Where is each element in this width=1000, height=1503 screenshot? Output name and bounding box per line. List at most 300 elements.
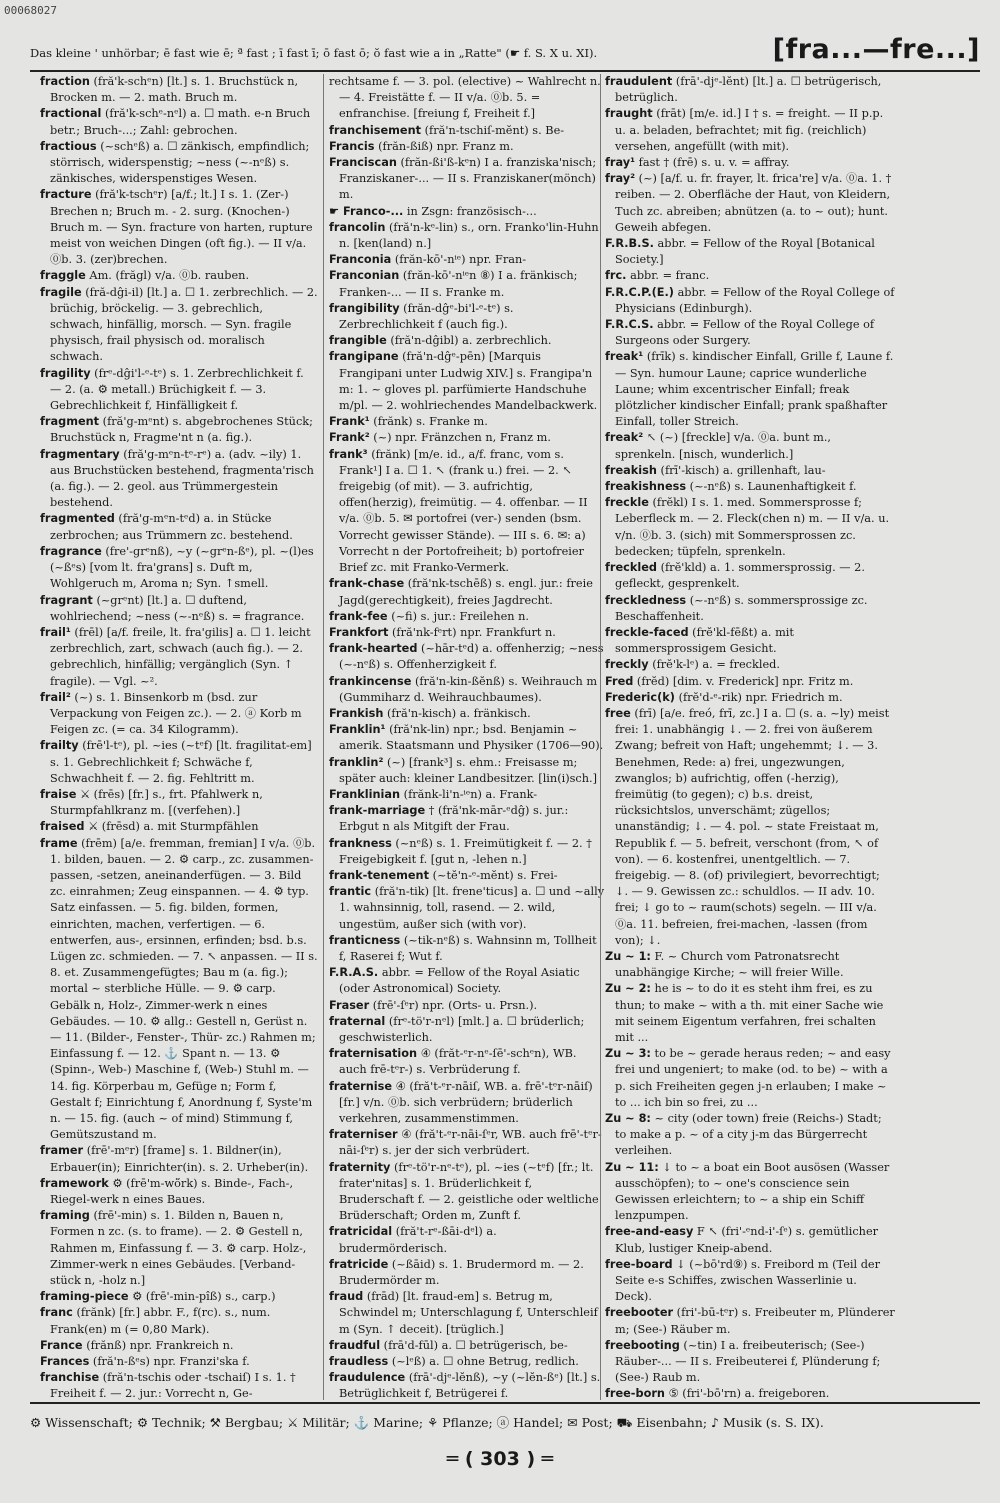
- headword: Frankfort: [329, 625, 389, 639]
- headword: frame: [40, 836, 78, 850]
- headword: fraggle: [40, 269, 86, 283]
- dictionary-entry: [40, 187, 318, 268]
- entry-definition: ⚔ (frēsd) a. mit Sturmpfählen: [88, 820, 259, 834]
- headword: fraternal: [329, 1014, 386, 1028]
- dictionary-entry: [329, 430, 607, 446]
- dictionary-entry: [40, 285, 318, 366]
- dictionary-entry: [329, 301, 607, 333]
- entry-definition: ~ city (oder town) freie (Reichs-) Stadt; to make a p. ~ of a city j-m das Bürgerrecht verleihen.: [615, 1112, 882, 1158]
- entry-definition: (frī'-kisch) a. grillenhaft, lau-: [660, 463, 826, 477]
- dictionary-entry: [605, 593, 895, 625]
- page-id: 00068027: [4, 4, 57, 17]
- entry-definition: (frē'-mᵉr) [frame] s. 1. Bildner(in), Erbauer(in); Einrichter(in). s. 2. Urheber(in).: [50, 1144, 309, 1174]
- headword: fraised: [40, 820, 85, 834]
- headword: frantic: [329, 885, 372, 899]
- entry-definition: (~nᵉß) s. 1. Freimütigkeit f. — 2. † Freigebigkeit f. [gut n, -lehen n.]: [339, 836, 592, 866]
- headword: freakish: [605, 463, 657, 477]
- headword: free-board: [605, 1257, 673, 1271]
- dictionary-entry: [329, 204, 607, 220]
- entry-definition: (fră'n-kᵉ-lin) s., orn. Franko'lin-Huhn n. [ken(land) n.]: [339, 220, 599, 251]
- dictionary-entry: [40, 1305, 318, 1337]
- dictionary-entry: [329, 609, 607, 625]
- page-header: [30, 34, 980, 68]
- entry-definition: (frᵉ-tö'r-nᵉ-tᵉ), pl. ~ies (~tᵉf) [fr.; lt. frater'nitas] s. 1. Brüderlichkeit f, Bruderschaft f. — 2. geistliche oder weltliche Brüderschaft; Orden m, Zunft f.: [339, 1160, 599, 1223]
- entry-definition: (frā'd-fūl) a. ☐ betrügerisch, be-: [383, 1338, 568, 1352]
- headword: Frank²: [329, 431, 370, 445]
- headword: Franklin¹: [329, 723, 386, 737]
- entry-definition: (frī) [a/e. freó, frī, zc.] I a. ☐ (s. a. ~ly) meist frei: 1. unabhängig ↓. — 2. frei von äußerem Zwang; befreit von Haft; ungehemmt; ↓. — 3. Benehmen, Rede: a) frei, ungezwungen, zwanglos; b) aufrichtig, offen (-herzig), freimütig (to gegen); c) b.s. dreist, rücksichtslos, unverschämt; zügellos; unanständig; ↓. — 4. pol. ~ state Freistaat m, Republik f. — 5. befreit, verschont (from, ↖ of von). — 6. kostenfrei, unentgeltlich. — 7. freigebig. — 8. (of) privilegiert, bevorrechtigt; ↓. — 9. Gewissen zc.: schuldlos. — II adv. 10. frei; ↓ go to ~ raum(schots) segeln. — III v/a. ⓪a. 11. befreien, frei-machen, -lassen (from von); ↓.: [615, 706, 890, 947]
- headword: fraught: [605, 107, 653, 121]
- entry-definition: (~-nᵉß) s. Launenhaftigkeit f.: [689, 480, 857, 494]
- entry-definition: (~hār-tᵉd) a. offenherzig; ~ness (~-nᵉß) s. Offenherzigkeit f.: [339, 642, 604, 672]
- dictionary-entry: [329, 123, 607, 139]
- dictionary-entry: [605, 560, 895, 592]
- dictionary-entry: [329, 1370, 607, 1400]
- headword: frank-tenement: [329, 868, 429, 882]
- dictionary-entry: [605, 479, 895, 495]
- headword: fraise: [40, 787, 77, 801]
- dictionary-entry: [329, 803, 607, 835]
- entry-definition: in Zsgn: französisch-...: [406, 204, 537, 218]
- entry-definition: (frĕ'k-lᵉ) a. = freckled.: [652, 658, 780, 672]
- dictionary-entry: [40, 1338, 318, 1354]
- dictionary-entry: [329, 1046, 607, 1078]
- dictionary-entry: [329, 755, 607, 787]
- entry-definition: (fră'k-schᵉ-nᵉl) a. ☐ math. e-n Bruch betr.; Bruch-...; Zahl: gebrochen.: [50, 107, 311, 137]
- entry-definition: ↓ (~bō'rd⑨) s. Freibord m (Teil der Seite e-s Schiffes, zwischen Wasserlinie u. Deck).: [615, 1257, 881, 1304]
- dictionary-entry: [40, 414, 318, 446]
- headword: frankness: [329, 836, 392, 850]
- dictionary-entry: [329, 965, 607, 997]
- headword: fraudless: [329, 1355, 389, 1369]
- headword: franticness: [329, 933, 401, 947]
- dictionary-entry: [605, 430, 895, 462]
- entry-definition: (~grᵉnt) [lt.] a. ☐ duftend, wohlriechend; ~ness (~-nᵉß) s. = fragrance.: [50, 593, 305, 623]
- entry-definition: (~fi) s. jur.: Freilehen n.: [391, 609, 530, 623]
- dictionary-entry: [40, 447, 318, 512]
- dictionary-entry: [329, 74, 607, 123]
- entry-definition: (~ßāid) s. 1. Brudermord m. — 2. Brudermörder m.: [339, 1257, 584, 1288]
- dictionary-entry: [329, 1354, 607, 1370]
- headword: fratricide: [329, 1257, 389, 1271]
- dictionary-entry: [40, 268, 318, 284]
- dictionary-entry: [329, 1289, 607, 1338]
- entry-definition: (fră'nk-lin) npr.; bsd. Benjamin ~ amerik. Staatsmann und Physiker (1706—90).: [339, 723, 604, 753]
- dictionary-entry: [329, 722, 607, 754]
- dictionary-entry: [605, 1257, 895, 1306]
- headword: F.R.B.S.: [605, 237, 654, 251]
- dictionary-entry: [329, 333, 607, 349]
- dictionary-entry: [605, 1305, 895, 1337]
- headword: franchise: [40, 1371, 100, 1385]
- headword: frank-chase: [329, 577, 405, 591]
- headword: Zu ~ 11:: [605, 1160, 659, 1174]
- entry-definition: (fră'n-kin-ßĕnß) s. Weihrauch m (Gummiharz d. Weihrauchbaumes).: [339, 674, 598, 704]
- entry-definition: (fră'nk-fᵉrt) npr. Frankfurt n.: [392, 625, 556, 639]
- headword: Franconia: [329, 253, 392, 267]
- entry-definition: (fră'g-mᵉn-tᵉd) a. in Stücke zerbrochen; aus Trümmern zc. bestehend.: [50, 512, 293, 542]
- headword: free-and-easy: [605, 1225, 694, 1239]
- headword: framework: [40, 1176, 109, 1190]
- entry-definition: he is ~ to do it es steht ihm frei, es zu thun; to make ~ with a th. mit einer Sache wie mit seinem Eigentum verfahren, frei schalten mit ...: [615, 982, 884, 1044]
- entry-definition: ④ (fră't-ᵉr-nāiſ, WB. a. frē'-tᵉr-nāiſ) [fr.] v/n. ⓪b. sich verbrüdern; brüderlich verkehren, zusammenstimmen.: [339, 1079, 593, 1125]
- headword: franklin²: [329, 755, 384, 769]
- dictionary-entry: [40, 74, 318, 106]
- entry-definition: (frănk) [fr.] abbr. F., f(rc). s., num. Frank(en) m (= 0,80 Mark).: [50, 1306, 271, 1336]
- entry-definition: (fră'n-dĝᵉ-pēn) [Marquis Frangipani unter Ludwig XIV.] s. Frangipa'n m: 1. ~ gloves pl. parfümierte Handschuhe m/pl. — 2. wohlriechendes Mandelbackwerk.: [339, 350, 598, 413]
- headword: Francis: [329, 139, 375, 153]
- dictionary-entry: [329, 576, 607, 608]
- dictionary-entry: [40, 1370, 318, 1400]
- dictionary-entry: [329, 1079, 607, 1128]
- column-1: [40, 74, 318, 1400]
- dictionary-entry: [605, 171, 895, 236]
- entry-definition: (frēl) [a/f. freile, lt. fra'gilis] a. ☐ 1. leicht zerbrechlich, zart, schwach (auch fig.). — 2. gebrechlich, hinfällig; vergänglich (Syn. ↑ fragile). — Vgl. ~².: [50, 625, 311, 688]
- headword: frank-hearted: [329, 642, 418, 656]
- dictionary-entry: [329, 1014, 607, 1046]
- headword: Zu ~ 1:: [605, 949, 651, 963]
- headword: frank-marriage: [329, 804, 426, 818]
- dictionary-entry: [605, 625, 895, 657]
- headword: franchisement: [329, 123, 422, 137]
- headword: freckled: [605, 561, 657, 575]
- dictionary-entry: [605, 1224, 895, 1256]
- entry-definition: (~) npr. Fränzchen n, Franz m.: [373, 431, 551, 445]
- dictionary-entry: [329, 1224, 607, 1256]
- headword: Frankish: [329, 706, 384, 720]
- headword: frangipane: [329, 350, 399, 364]
- dictionary-entry: [605, 1386, 895, 1400]
- dictionary-entry: [329, 625, 607, 641]
- entry-definition: (fră-dĝi-il) [lt.] a. ☐ 1. zerbrechlich. — 2. brüchig, bröckelig. — 3. gebrechlich, schwach, hinfällig, morsch. — Syn. fragile physisch, frail physisch od. moralisch schwach.: [50, 285, 318, 364]
- dictionary-entry: [329, 414, 607, 430]
- dictionary-entry: [40, 106, 318, 138]
- entry-definition: (frīk) s. kindischer Einfall, Grille f, Laune f. — Syn. humour Laune; caprice wunderliche Laune; whim excentrischer Einfall; freak plötzlicher kindischer Einfall; prank spaßhafter Einfall, toller Streich.: [615, 350, 894, 429]
- dictionary-entry: [329, 998, 607, 1014]
- headword: fractional: [40, 107, 102, 121]
- headword: free: [605, 706, 631, 720]
- headword: freckle-faced: [605, 625, 689, 639]
- dictionary-entry: [40, 1289, 318, 1305]
- entry-definition: ⚔ (frēs) [fr.] s., frt. Pfahlwerk n, Sturmpfahlkranz m. [(verfehen).]: [50, 787, 263, 818]
- dictionary-entry: [40, 690, 318, 739]
- headword: freebooter: [605, 1306, 674, 1320]
- dictionary-entry: [329, 155, 607, 204]
- headword: Franklinian: [329, 787, 401, 801]
- headword: frail²: [40, 690, 71, 704]
- dictionary-entry: [40, 593, 318, 625]
- headword: frail¹: [40, 625, 71, 639]
- dictionary-entry: [605, 349, 895, 430]
- entry-definition: (fră'n-dĝibl) a. zerbrechlich.: [390, 334, 552, 348]
- entry-definition: (fră'nk-tschēß) s. engl. jur.: freie Jagd(gerechtigkeit), freies Jagdrecht.: [339, 577, 593, 607]
- headword: frc.: [605, 269, 627, 283]
- dictionary-entry: [605, 706, 895, 949]
- entry-definition: rechtsame f. — 3. pol. (elective) ~ Wahlrecht n. — 4. Freistätte f. — II v/a. ⓪b. 5. = enfranchise. [freiung f, Freiheit f.]: [329, 75, 601, 121]
- headword: F.R.A.S.: [329, 966, 379, 980]
- entry-definition: ④ (frăt-ᵉr-nᵉ-ſē'-schᵉn), WB. auch frē-tᵉr-) s. Verbrüderung f.: [339, 1047, 577, 1077]
- entry-definition: (frăn-ßiß) npr. Franz m.: [378, 139, 514, 153]
- entry-definition: fast † (frē) s. u. v. = affray.: [638, 156, 790, 170]
- dictionary-entry: [329, 1338, 607, 1354]
- headword: fragmented: [40, 512, 115, 526]
- entry-definition: abbr. = Fellow of the Royal College of Surgeons oder Surgery.: [615, 318, 875, 348]
- headword: fraudful: [329, 1338, 381, 1352]
- headword: fracture: [40, 188, 92, 202]
- entry-definition: (fră'k-schᵉn) [lt.] s. 1. Bruchstück n, Brocken m. — 2. math. Bruch m.: [50, 75, 299, 105]
- dictionary-entry: [40, 511, 318, 543]
- headword: freakishness: [605, 480, 687, 494]
- headword: fraternise: [329, 1079, 393, 1093]
- dictionary-entry: [605, 981, 895, 1046]
- headword: framer: [40, 1144, 84, 1158]
- entry-definition: (frăn-kō'-nⁱᵉ) npr. Fran-: [394, 253, 527, 267]
- entry-definition: abbr. = Fellow of the Royal Asiatic (oder Astronomical) Society.: [339, 966, 580, 996]
- headword: fragment: [40, 415, 100, 429]
- dictionary-entry: [40, 1143, 318, 1175]
- headword: Frances: [40, 1355, 90, 1369]
- headword: Zu ~ 3:: [605, 1047, 651, 1061]
- headword: framing: [40, 1209, 90, 1223]
- headword: freckle: [605, 496, 649, 510]
- headword: Franciscan: [329, 156, 397, 170]
- entry-definition: (~lᵉß) a. ☐ ohne Betrug, redlich.: [391, 1355, 579, 1369]
- headword: fraud: [329, 1290, 364, 1304]
- entry-definition: (fră'g-mᵉn-tᵉ-rᵉ) a. (adv. ~ily) 1. aus Bruchstücken bestehend, fragmenta'risch (a. fig.). — 2. geol. aus Trümmergestein bestehend.: [50, 447, 314, 510]
- dictionary-entry: [40, 738, 318, 787]
- headword: freckledness: [605, 593, 687, 607]
- dictionary-entry: [40, 1354, 318, 1370]
- dictionary-entry: [605, 317, 895, 349]
- entry-definition: ④ (fră't-ᵉr-nāi-ſᵉr, WB. auch frē'-tᵉr-nāi-ſᵉr) s. jer der sich verbrüdert.: [339, 1128, 602, 1158]
- entry-definition: abbr. = Fellow of the Royal College of Physicians (Edinburgh).: [615, 285, 895, 315]
- entry-definition: (~tik-nᵉß) s. Wahnsinn m, Tollheit f, Raserei f; Wut f.: [339, 933, 597, 963]
- entry-definition: (~schᵉß) a. ☐ zänkisch, empfindlich; störrisch, widerspenstig; ~ness (~-nᵉß) s. zänkisches, widerspenstiges Wesen.: [50, 139, 310, 186]
- dictionary-entry: [40, 366, 318, 415]
- headword: fragmentary: [40, 447, 120, 461]
- dictionary-entry: [329, 884, 607, 933]
- entry-definition: (fră'n-kisch) a. fränkisch.: [386, 706, 531, 720]
- dictionary-entry: [605, 463, 895, 479]
- dictionary-entry: [605, 1111, 895, 1160]
- headword: fraternity: [329, 1160, 391, 1174]
- entry-definition: Am. (frăgl) v/a. ⓪b. rauben.: [89, 269, 250, 283]
- dictionary-entry: [605, 674, 895, 690]
- entry-definition: ⚙ (frē'-min-pîß) s., carp.): [132, 1290, 276, 1304]
- headword: Fred: [605, 674, 634, 688]
- dictionary-entry: [605, 1338, 895, 1387]
- dictionary-entry: [605, 74, 895, 106]
- entry-definition: ↖ (~) [freckle] v/a. ⓪a. bunt m., sprenkeln. [nisch, wunderlich.]: [615, 431, 832, 461]
- headword: frangible: [329, 334, 387, 348]
- entry-definition: (frăn-dĝᵉ-bi'l-ᵉ-tᵉ) s. Zerbrechlichkeit f (auch fig.).: [339, 301, 514, 332]
- column-divider: [323, 74, 324, 1400]
- headword: frank³: [329, 447, 368, 461]
- dictionary-entry: [40, 1208, 318, 1289]
- dictionary-entry: [329, 641, 607, 673]
- entry-definition: (frē'-ſᵉr) npr. (Orts- u. Prsn.).: [372, 998, 538, 1012]
- dictionary-entry: [329, 1257, 607, 1289]
- dictionary-entry: [329, 868, 607, 884]
- headword: fragility: [40, 366, 91, 380]
- dictionary-entry: [605, 690, 895, 706]
- dictionary-entry: [329, 268, 607, 300]
- headword: Franconian: [329, 269, 400, 283]
- headword: frankincense: [329, 674, 412, 688]
- symbol-legend: ⚙ Wissenschaft; ⚙ Technik; ⚒ Bergbau; ⚔ Militär; ⚓ Marine; ⚘ Pflanze; ⓐ Handel; ✉ Post; ⛟ Eisenbahn; ♪ Musik (s. S. IX).: [30, 1415, 824, 1430]
- column-3: [605, 74, 895, 1400]
- headword: freebooting: [605, 1338, 680, 1352]
- entry-definition: (frād) [lt. fraud-em] s. Betrug m, Schwindel m; Unterschlagung f, Unterschleif m (Syn. ↑ deceit). [trüglich.]: [339, 1290, 598, 1336]
- headword: F.R.C.P.(E.): [605, 285, 674, 299]
- entry-definition: (frē'-min) s. 1. Bilden n, Bauen n, Formen n zc. (s. to frame). — 2. ⚙ Gestell n, Rahmen m, Einfassung f. — 3. ⚙ carp. Holz-, Zimmer-werk n eines Gebäudes. [Verband-stück n, -holz n.]: [50, 1209, 307, 1288]
- headword: fragile: [40, 285, 82, 299]
- headword: France: [40, 1338, 83, 1352]
- dictionary-entry: [40, 625, 318, 690]
- entry-definition: (frĕkl) I s. 1. med. Sommersprosse f; Leberfleck m. — 2. Fleck(chen n) m. — II v/a. u. v/n. ⓪b. 3. (sich) mit Sommersprossen zc. bedecken; tüpfeln, sprenkeln.: [615, 496, 890, 558]
- entry-definition: (frᵉ-dĝi'l-ᵉ-tᵉ) s. 1. Zerbrechlichkeit f. — 2. (a. ⚙ metall.) Brüchigkeit f. — 3. Gebrechlichkeit f, Hinfälligkeit f.: [50, 366, 304, 413]
- headword: Zu ~ 2:: [605, 982, 651, 996]
- headword: ☛ Franco-...: [329, 204, 404, 218]
- headword: fraudulent: [605, 75, 673, 88]
- headword: Fraser: [329, 998, 370, 1012]
- entry-definition: (fră'n-tik) [lt. frene'ticus] a. ☐ und ~ally 1. wahnsinnig, toll, rasend. — 2. wild, ungestüm, außer sich (with vor).: [339, 885, 605, 931]
- entry-definition: (fră'g-mᵉnt) s. abgebrochenes Stück; Bruchstück n, Fragme'nt n (a. fig.).: [50, 415, 313, 445]
- entry-definition: † (fră'nk-mār-ᵉdĝ) s. jur.: Erbgut n als Mitgift der Frau.: [339, 804, 569, 834]
- dictionary-entry: [329, 447, 607, 577]
- entry-definition: (frănß) npr. Frankreich n.: [86, 1338, 234, 1352]
- entry-definition: (frăn-ßi'ß-kᵉn) I a. franziska'nisch; Franziskaner-... — II s. Franziskaner(mönch) m.: [339, 156, 597, 202]
- dictionary-entry: [40, 544, 318, 593]
- headword: fraterniser: [329, 1128, 398, 1142]
- entry-definition: ↓ to ~ a boat ein Boot ausösen (Wasser ausschöpfen); to ~ one's conscience sein Gewissen erleichtern; to ~ a ship ein Schiff lenzpumpen.: [615, 1160, 890, 1223]
- entry-definition: (fră'n-ßᵉs) npr. Franzi'ska f.: [92, 1355, 250, 1369]
- entry-definition: (fri'-bū-tᵉr) s. Freibeuter m, Plünderer m; (See-) Räuber m.: [615, 1306, 895, 1336]
- dictionary-entry: [329, 1127, 607, 1159]
- entry-definition: F. ~ Church vom Patronatsrecht unabhängige Kirche; ~ will freier Wille.: [615, 949, 844, 980]
- dictionary-entry: [40, 1176, 318, 1208]
- headword: Frank¹: [329, 415, 370, 429]
- dictionary-entry: [605, 495, 895, 560]
- footer-rule: [30, 1402, 980, 1404]
- headword: freckly: [605, 658, 649, 672]
- dictionary-entry: [605, 106, 895, 155]
- headword: fray²: [605, 172, 636, 186]
- headword: fraudulence: [329, 1371, 406, 1385]
- entry-definition: (frĕ'kld) a. 1. sommersprossig. — 2. gefleckt, gesprenkelt.: [615, 561, 865, 591]
- entry-definition: (fră'k-tschᵉr) [a/f.; lt.] I s. 1. (Zer-) Brechen n; Bruch m. - 2. surg. (Knochen-) Bruch m. — Syn. fracture von harten, rupture meist von weichen Dingen (oft fig.). — II v/a. ⓪b. 3. (zer)brechen.: [50, 188, 313, 267]
- dictionary-entry: [329, 252, 607, 268]
- dictionary-entry: [329, 933, 607, 965]
- dictionary-entry: [329, 139, 607, 155]
- headword: frailty: [40, 739, 79, 753]
- headword: free-born: [605, 1387, 665, 1400]
- entry-definition: (~-nᵉß) s. sommersprossige zc. Beschaffenheit.: [615, 593, 868, 623]
- dictionary-entry: [605, 1160, 895, 1225]
- headword: freak²: [605, 431, 644, 445]
- entry-definition: ⑤ (fri'-bō'rn) a. freigeboren.: [668, 1387, 830, 1400]
- dictionary-entry: [605, 1046, 895, 1111]
- entry-definition: (frāt) [m/e. id.] I † s. = freight. — II p.p. u. a. beladen, befrachtet; mit fig. (reichlich) versehen, angefüllt (with mit).: [615, 107, 884, 153]
- headword: francolin: [329, 220, 386, 234]
- entry-definition: F ↖ (fri'-ᵉnd-i'-ſᵉ) s. gemütlicher Klub, lustiger Kneip-abend.: [615, 1225, 879, 1255]
- headword: fragrance: [40, 544, 102, 558]
- entry-definition: (fră't-rᵉ-ßāi-dᵉl) a. brudermörderisch.: [339, 1225, 497, 1255]
- entry-definition: (frĕ'kl-fēßt) a. mit sommersprossigem Gesicht.: [615, 625, 794, 656]
- dictionary-entry: [329, 706, 607, 722]
- dictionary-entry: [40, 836, 318, 1144]
- headword: fraternisation: [329, 1047, 418, 1061]
- dictionary-entry: [605, 949, 895, 981]
- headword: franc: [40, 1306, 73, 1320]
- dictionary-entry: [329, 220, 607, 252]
- dictionary-entry: [329, 1160, 607, 1225]
- entry-definition: (frā'-djᵉ-lĕnt) [lt.] a. ☐ betrügerisch, betrüglich.: [615, 75, 882, 105]
- dictionary-entry: [329, 674, 607, 706]
- column-2: [329, 74, 607, 1400]
- entry-definition: (frănk) [m/e. id., a/f. franc, vom s. Frank¹] I a. ☐ 1. ↖ (frank u.) frei. — 2. ↖ freigebig (of mit). — 3. aufrichtig, offen(herzig), freimütig. — 4. offenbar. — II v/a. ⓪b. 5. ✉ portofrei (ver-) senden (bsm. Vorrecht gewisser Stände). — III s. 6. ✉: a) Vorrecht n der Portofreiheit; b) portofreier Brief zc. mit Franko-Vermerk.: [339, 447, 588, 575]
- dictionary-entry: [40, 139, 318, 188]
- dictionary-entry: [329, 836, 607, 868]
- headword: F.R.C.S.: [605, 318, 654, 332]
- dictionary-entry: [605, 268, 895, 284]
- dictionary-entry: [40, 787, 318, 819]
- dictionary-entry: [605, 657, 895, 673]
- entry-definition: (frᵉ-tö'r-nᵉl) [mlt.] a. ☐ brüderlich; geschwisterlich.: [339, 1014, 585, 1044]
- entry-range: [fra...—fre...]: [772, 34, 980, 65]
- dictionary-entry: [605, 285, 895, 317]
- entry-definition: ⚙ (frē'm-wö̆rk) s. Binde-, Fach-, Riegel-werk n eines Baues.: [50, 1176, 294, 1207]
- dictionary-entry: [605, 155, 895, 171]
- page-number: ═ ( 303 ) ═: [446, 1448, 554, 1470]
- headword: fractious: [40, 139, 97, 153]
- headword: fratricidal: [329, 1225, 393, 1239]
- dictionary-entry: [329, 349, 607, 414]
- dictionary-entry: [329, 787, 607, 803]
- entry-definition: (frēm) [a/e. fremman, fremian] I v/a. ⓪b. 1. bilden, bauen. — 2. ⚙ carp., zc. zusammen-passen, -setzen, aneinanderfügen. — 3. Bild zc. einrahmen; Zeug einspannen. — 4. ⚙ typ. Satz einfassen. — 5. fig. bilden, formen, einrichten, machen, verfertigen. — 6. entwerfen, aus-, ersinnen, erfinden; bsd. b.s. Lügen zc. schmieden. — 7. ↖ anpassen. — II s. 8. et. Zusammengefügtes; Bau m (a. fig.); mortal ~ sterbliche Hülle. — 9. ⚙ carp. Gebälk n, Holz-, Zimmer-werk n eines Gebäudes. — 10. ⚙ allg.: Gestell n, Gerüst n. — 11. (Bilder-, Fenster-, Thür- zc.) Rahmen m; Einfassung f. — 12. ⚓ Spant n. — 13. ⚙ (Spinn-, Web-) Maschine f, (Web-) Stuhl m. — 14. fig. Körperbau m, Gefüge n; Form f, Gestalt f; Einrichtung f, Anordnung f, Syste'm n. — 15. fig. (auch ~ of mind) Stimmung f, Gemütszustand m.: [50, 836, 318, 1142]
- entry-definition: (frănk-li'n-ⁱᵉn) a. Frank-: [403, 787, 538, 801]
- dictionary-entry: [40, 819, 318, 835]
- entry-definition: (fră'n-tschiſ-mĕnt) s. Be-: [424, 123, 565, 137]
- entry-definition: (frănk) s. Franke m.: [373, 415, 488, 429]
- headword: fragrant: [40, 593, 93, 607]
- entry-definition: to be ~ gerade heraus reden; ~ and easy frei und ungeniert; to make (od. to be) ~ with a p. sich Freiheiten gegen j-n erlauben; I make ~ to ... ich bin so frei, zu ...: [615, 1047, 891, 1109]
- pronunciation-key: Das kleine ' unhörbar; ē fast wie ē; ª fast ; ī fast ī; ō fast ō; ŏ fast wie a in „Ratte" (☛ f. S. X u. XI).: [30, 46, 598, 60]
- entry-definition: (frē'l-tᵉ), pl. ~ies (~tᵉf) [lt. fragilitat-em] s. 1. Gebrechlichkeit f; Schwäche f, Schwachheit f. — 2. fig. Fehltritt m.: [50, 739, 312, 785]
- entry-definition: (~tĕ'n-ᵉ-mĕnt) s. Frei-: [432, 868, 558, 882]
- entry-definition: (frĕ'd-ᵉ-rik) npr. Friedrich m.: [678, 690, 843, 704]
- headword: Frederic(k): [605, 690, 675, 704]
- entry-definition: (~) s. 1. Binsenkorb m (bsd. zur Verpackung von Feigen zc.). — 2. ⓐ Korb m Feigen zc. (= ca. 34 Kilogramm).: [50, 690, 302, 737]
- headword: Zu ~ 8:: [605, 1112, 651, 1125]
- entry-definition: (~) [a/f. u. fr. frayer, lt. frica're] v/a. ⓪a. 1. † reiben. — 2. Oberfläche der Haut, von Kleidern, Tuch zc. abreiben; abnützen (a. to ~ out); hunt. Geweih abfegen.: [615, 172, 892, 234]
- headword: freak¹: [605, 350, 644, 364]
- entry-definition: (frā'-djᵉ-lĕnß), ~y (~lĕn-ßᵉ) [lt.] s. Betrüglichkeit f, Betrügerei f.: [339, 1371, 601, 1400]
- headword: frangibility: [329, 301, 400, 315]
- entry-definition: (fră'n-tschis oder -tschaiſ) I s. 1. † Freiheit f. — 2. jur.: Vorrecht n, Ge-: [50, 1371, 296, 1400]
- headword: framing-piece: [40, 1290, 129, 1304]
- entry-definition: (frăn-kō'-nⁱᵉn ⑧) I a. fränkisch; Franken-... — II s. Franke m.: [339, 269, 578, 299]
- entry-definition: abbr. = Fellow of the Royal [Botanical Society.]: [615, 237, 875, 267]
- headword: fraction: [40, 75, 90, 88]
- entry-definition: (fre'-grᵉnß), ~y (~grᵉn-ßᵉ), pl. ~(l)es (~ßᵉs) [vom lt. fra'grans] s. Duft m, Wohlgeruch m, Aroma n; Syn. ↑smell.: [50, 544, 314, 591]
- header-rule: [30, 70, 980, 72]
- entry-definition: (~) [frank³] s. ehm.: Freisasse m; später auch: kleiner Landbesitzer. [lin(i)sch.]: [339, 755, 598, 785]
- entry-definition: abbr. = franc.: [630, 269, 710, 283]
- entry-definition: (~tin) I a. freibeuterisch; (See-) Räuber-... — II s. Freibeuterei f, Plünderung f; (See-) Raub m.: [615, 1338, 881, 1385]
- dictionary-entry: [605, 236, 895, 268]
- entry-definition: (frĕd) [dim. v. Frederick] npr. Fritz m.: [636, 674, 854, 688]
